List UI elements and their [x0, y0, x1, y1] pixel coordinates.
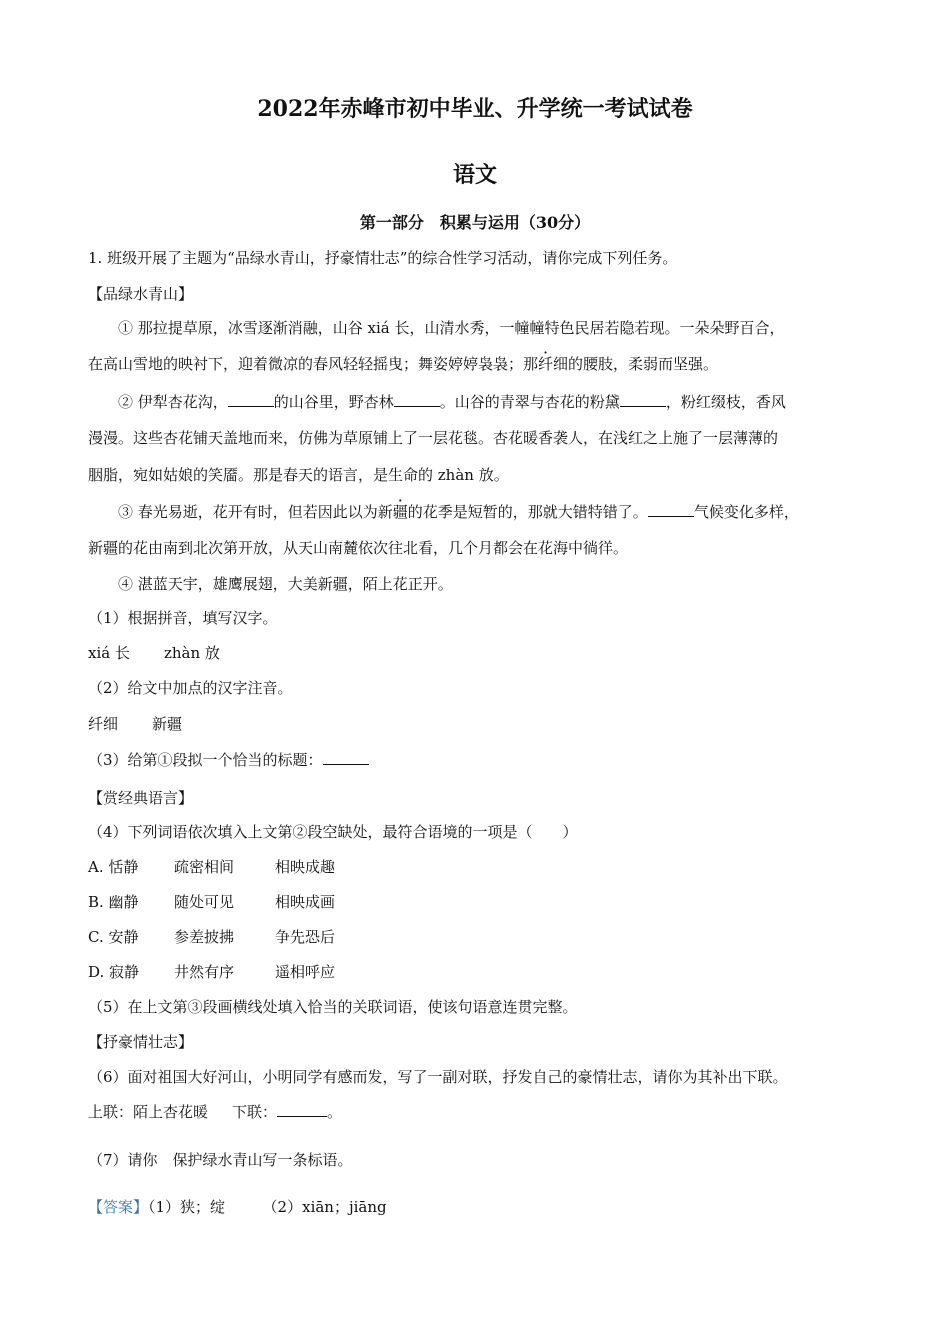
sub-question-1: （1）根据拼音，填写汉字。 — [88, 609, 278, 627]
answer-line: 【答案】（1）狭；绽 （2）xiān；jiāng — [88, 1198, 387, 1216]
sub-question-7: （7）请你 保护绿水青山写一条标语。 — [88, 1151, 353, 1169]
couplet: 上联：陌上杏花暖 下联： 。 — [88, 1103, 343, 1121]
sub-question-6: （6）面对祖国大好河山，小明同学有感而发，写了一副对联，抒发自己的豪情壮志，请你为其补出下联。 — [88, 1068, 788, 1086]
paragraph-1-line-1: ① 那拉提草原，冰雪逐渐消融，山谷 xiá 长，山清水秀，一幢幢特色民居若隐若现。一朵朵野百合， — [118, 319, 785, 337]
section-header-b: 【赏经典语言】 — [88, 789, 194, 807]
option-d: D. 寂静 井然有序 遥相呼应 — [88, 963, 336, 981]
sub-question-5: （5）在上文第③段画横线处填入恰当的关联词语，使该句语意连贯完整。 — [88, 998, 578, 1016]
blank-line — [228, 392, 274, 407]
paragraph-1-line-2: 在高山雪地的映衬下，迎着微凉的春风轻轻摇曳；舞姿婷婷袅袅；那纤细的腰肢，柔弱而坚强。 — [88, 355, 719, 373]
paragraph-3-line-2: 新疆的花由南到北次第开放，从天山南麓依次往北看，几个月都会在花海中徜徉。 — [88, 539, 629, 557]
paragraph-2-line-3: 胭脂，宛如姑娘的笑靥。那是春天的语言，是生命的 zhàn 放。 — [88, 466, 509, 484]
dotted-char: 疆 — [392, 503, 408, 521]
exam-title: 2022年赤峰市初中毕业、升学统一考试试卷 — [257, 96, 693, 122]
answer-tag: 【答案】 — [88, 1198, 149, 1216]
section-title: 第一部分 积累与运用（30分） — [359, 213, 591, 232]
option-a: A. 恬静 疏密相间 相映成趣 — [88, 858, 336, 876]
question-intro: 1. 班级开展了主题为“品绿水青山，抒豪情壮志”的综合性学习活动，请你完成下列任务。 — [88, 249, 678, 267]
sub-question-2: （2）给文中加点的汉字注音。 — [88, 679, 293, 697]
blank-line — [394, 392, 440, 407]
dotted-items: 纤细 新疆 — [88, 715, 183, 733]
paragraph-3-line-1: ③ 春光易逝，花开有时，但若因此以为新疆的花季是短暂的，那就大错特错了。 气候变化多样， — [118, 503, 799, 521]
answer-blank — [277, 1102, 327, 1117]
paragraph-2-line-1: ② 伊犁杏花沟， 的山谷里，野杏林 。山谷的青翠与杏花的粉黛 ，粉红缀枝，香风 — [118, 393, 786, 411]
section-header-c: 【抒豪情壮志】 — [88, 1033, 194, 1051]
option-c: C. 安静 参差披拂 争先恐后 — [88, 928, 336, 946]
subject-title: 语文 — [452, 162, 497, 188]
section-header-a: 【品绿水青山】 — [88, 285, 194, 303]
dotted-char: 纤 — [538, 355, 554, 373]
paragraph-4: ④ 湛蓝天宇，雄鹰展翅，大美新疆，陌上花正开。 — [118, 575, 453, 593]
blank-line — [648, 502, 694, 517]
pinyin-items: xiá 长 zhàn 放 — [88, 644, 220, 662]
sub-question-4: （4）下列词语依次填入上文第②段空缺处，最符合语境的一项是（ ） — [88, 823, 578, 841]
answer-blank — [323, 750, 369, 765]
blank-line — [620, 392, 666, 407]
sub-question-3: （3）给第①段拟一个恰当的标题： — [88, 750, 878, 770]
paragraph-2-line-2: 漫漫。这些杏花铺天盖地而来，仿佛为草原铺上了一层花毯。杏花暖香袭人，在浅红之上施了一层薄薄的 — [88, 429, 779, 447]
option-b: B. 幽静 随处可见 相映成画 — [88, 893, 336, 911]
